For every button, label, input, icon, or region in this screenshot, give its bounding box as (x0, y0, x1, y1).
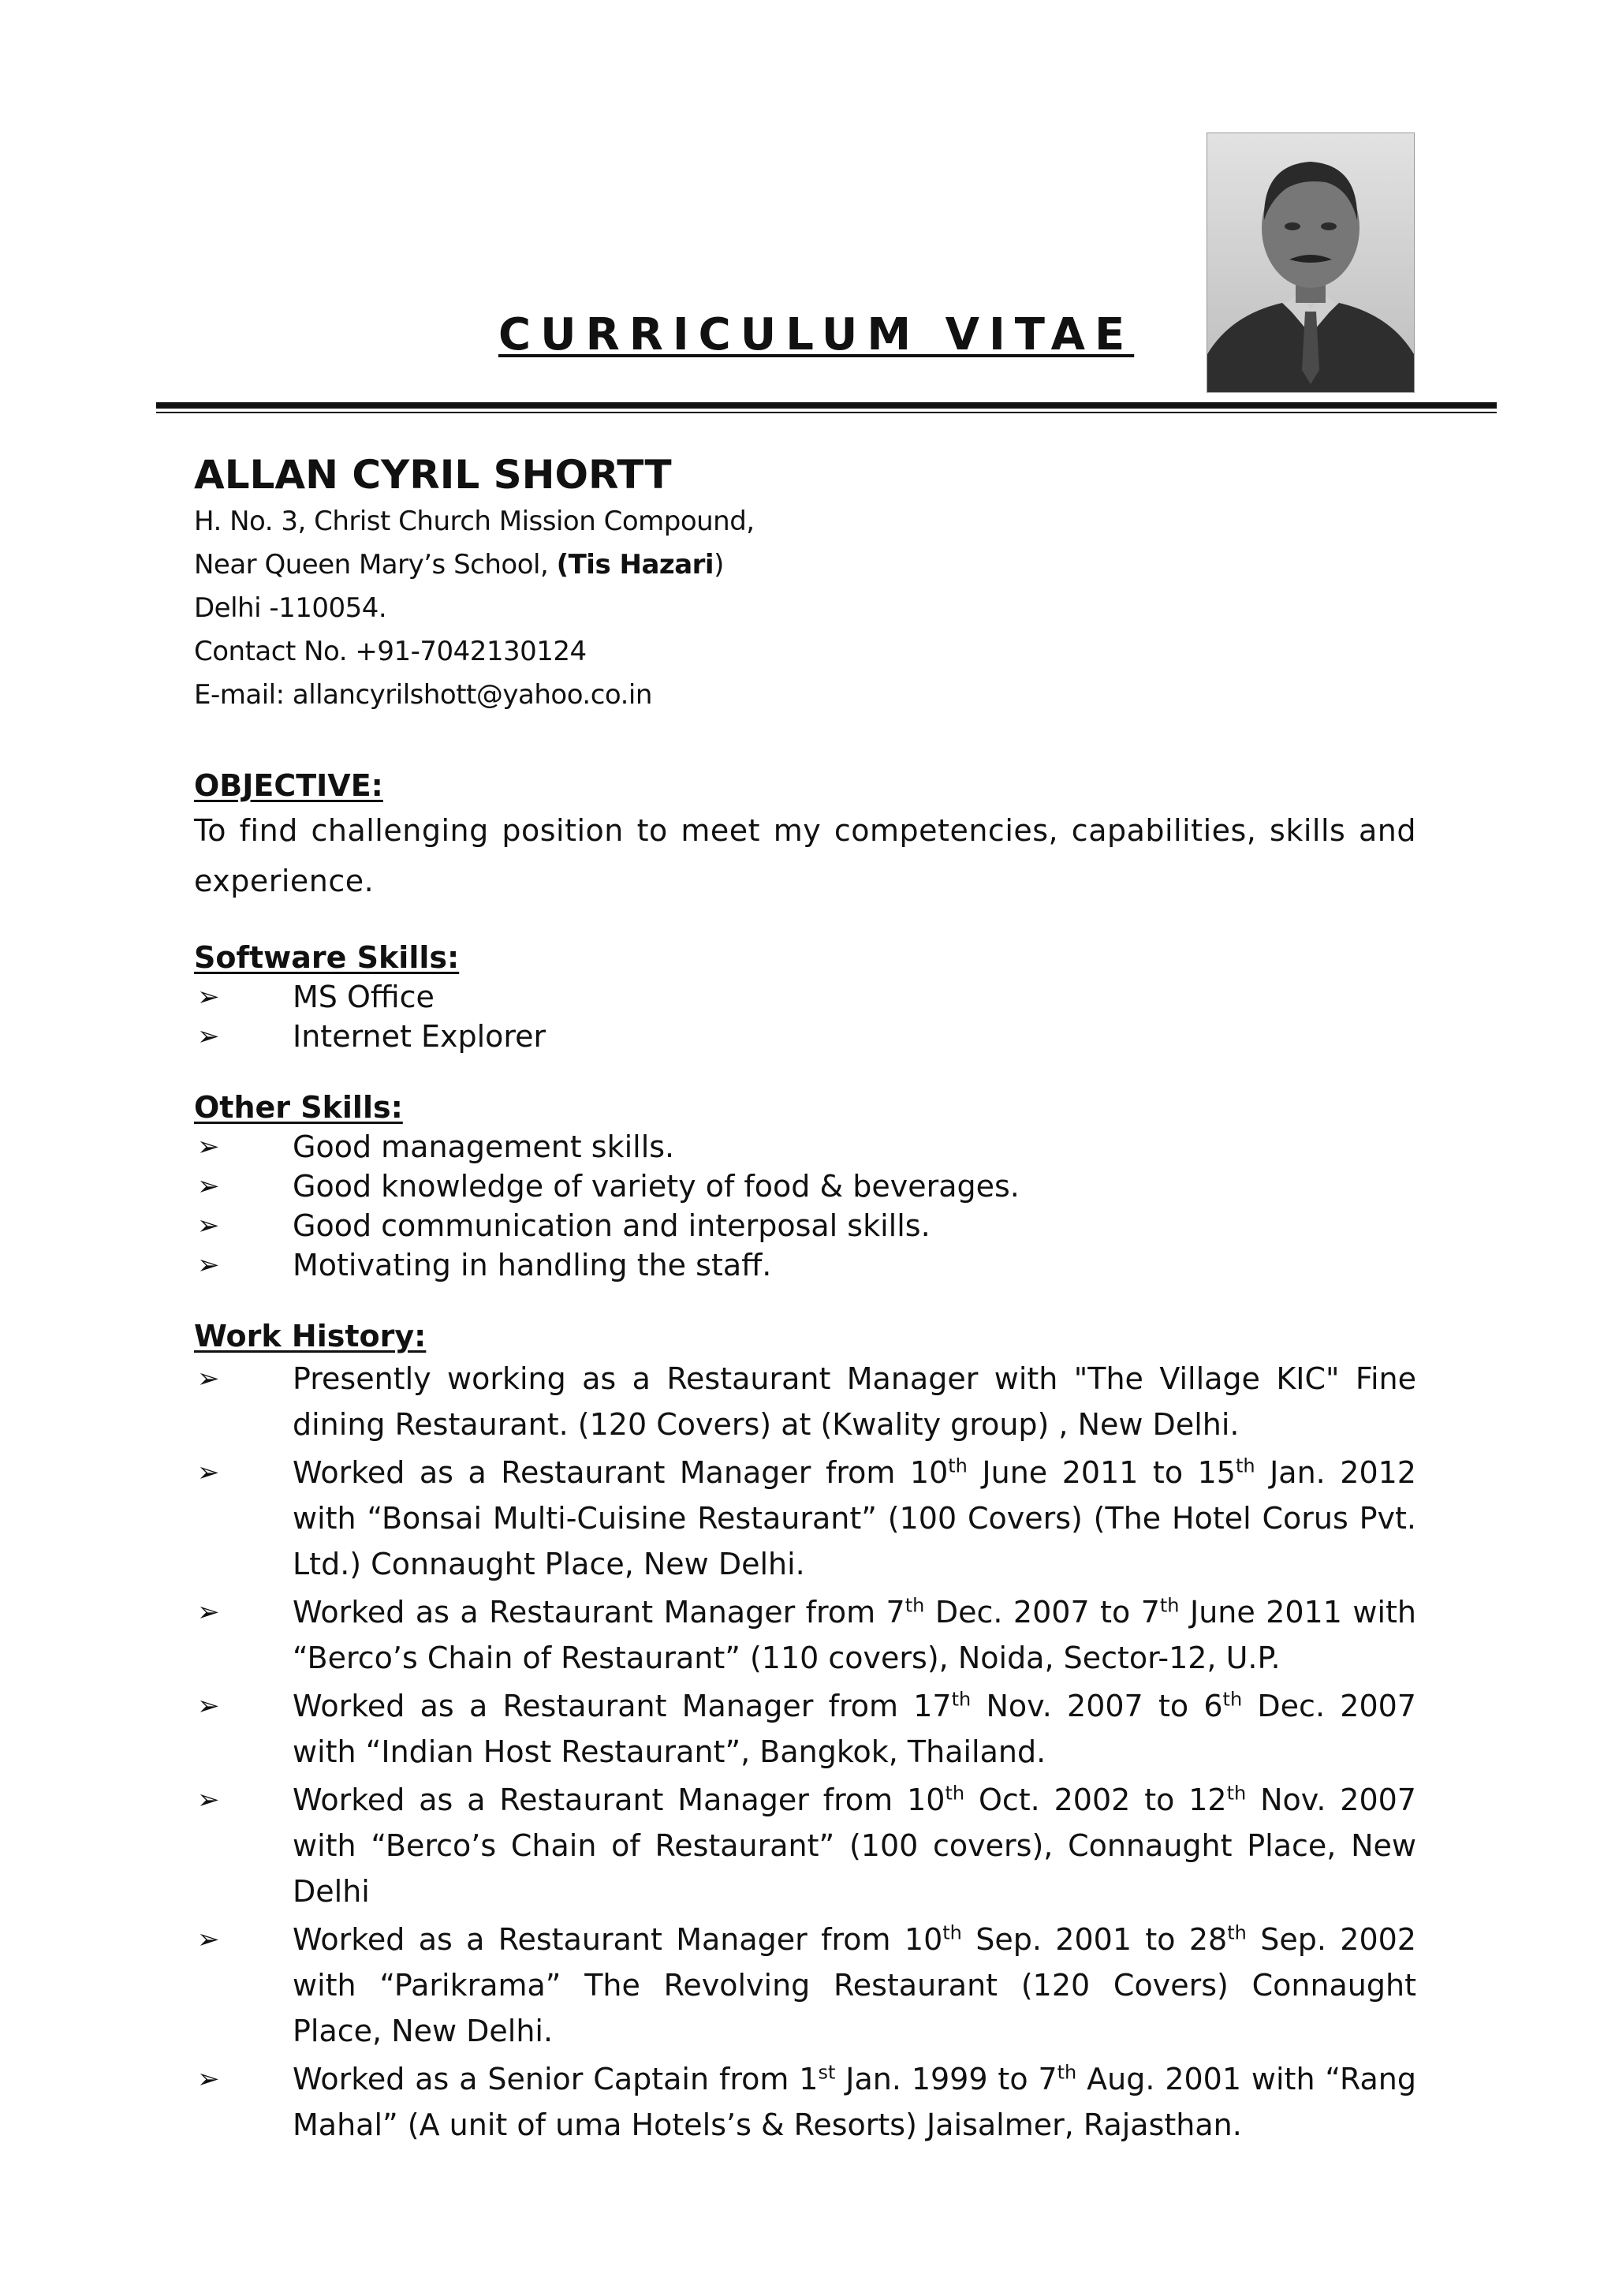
header-rule-thick (156, 402, 1497, 409)
ordinal-suffix: th (1226, 1782, 1247, 1805)
arrowhead-bullet-icon: ➢ (197, 1363, 220, 1394)
spacer (194, 906, 1416, 938)
portrait-photo-icon (1207, 133, 1415, 393)
list-item-text: Internet Explorer (293, 1019, 546, 1054)
work-text: June 2011 to 15 (967, 1455, 1236, 1490)
other-skills-list (194, 1127, 1416, 1285)
arrowhead-bullet-icon: ➢ (197, 1690, 220, 1722)
work-text: Worked as a Senior Captain from 1 (293, 2062, 819, 2096)
header-rule-thin (156, 412, 1497, 413)
work-history-item (194, 1589, 1416, 1681)
list-item-text: Good communication and interposal skills. (293, 1208, 931, 1243)
arrowhead-bullet-icon: ➢ (197, 1131, 220, 1163)
work-history-item (194, 2056, 1416, 2148)
work-text: Worked as a Restaurant Manager from 17 (293, 1689, 952, 1723)
arrowhead-bullet-icon: ➢ (197, 1596, 220, 1628)
spacer (194, 1056, 1416, 1088)
ordinal-suffix: th (1057, 2061, 1077, 2084)
list-item (194, 1245, 1416, 1285)
spacer (194, 1285, 1416, 1316)
cv-content (194, 450, 1416, 2150)
ordinal-suffix: th (945, 1782, 965, 1805)
address-locality: (Tis Hazari (556, 549, 714, 581)
address-line-2-prefix: Near Queen Mary’s School, (194, 549, 549, 581)
document-title: CURRICULUM VITAE (498, 309, 1135, 360)
work-history-item (194, 1917, 1416, 2054)
work-history-item (194, 1777, 1416, 1914)
work-text: Oct. 2002 to 12 (964, 1783, 1227, 1817)
address-line-1: H. No. 3, Christ Church Mission Compound, (194, 506, 755, 537)
ordinal-suffix: th (948, 1454, 968, 1477)
work-history-list (194, 1356, 1416, 2148)
list-item (194, 1206, 1416, 1245)
ordinal-suffix: th (1227, 1921, 1247, 1944)
candidate-name: ALLAN CYRIL SHORTT (194, 452, 672, 498)
software-skills-list (194, 977, 1416, 1056)
work-text: Jan. 2012 with “Bonsai Multi-Cuisine Restaurant” (100 Covers) (The Hotel Corus Pvt. Ltd.) Connaught Place, New Delhi. (293, 1455, 1416, 1581)
arrowhead-bullet-icon: ➢ (197, 1021, 220, 1052)
list-item (194, 1017, 1416, 1056)
arrowhead-bullet-icon: ➢ (197, 981, 220, 1013)
arrowhead-bullet-icon: ➢ (197, 2063, 220, 2095)
software-skills-heading: Software Skills: (194, 940, 460, 975)
work-text: June 2011 with “Berco’s Chain of Restaurant” (110 covers), Noida, Sector-12, U.P. (293, 1595, 1416, 1675)
other-skills-heading: Other Skills: (194, 1090, 403, 1125)
arrowhead-bullet-icon: ➢ (197, 1249, 220, 1281)
work-text: Dec. 2007 with “Indian Host Restaurant”, Bangkok, Thailand. (293, 1689, 1416, 1769)
work-text: Nov. 2007 with “Berco’s Chain of Restaurant” (100 covers), Connaught Place, New Delhi (293, 1783, 1416, 1909)
work-text: Worked as a Restaurant Manager from 10 (293, 1922, 943, 1957)
work-text: Worked as a Restaurant Manager from 10 (293, 1455, 949, 1490)
work-history-item (194, 1683, 1416, 1775)
work-text: Jan. 1999 to 7 (835, 2062, 1057, 2096)
arrowhead-bullet-icon: ➢ (197, 1924, 220, 1955)
list-item-text: Motivating in handling the staff. (293, 1248, 772, 1282)
work-text: Dec. 2007 to 7 (924, 1595, 1160, 1630)
work-history-item (194, 1450, 1416, 1587)
address-line-2-suffix: ) (714, 549, 724, 581)
work-text: Aug. 2001 with “Rang Mahal” (A unit of uma Hotels’s & Resorts) Jaisalmer, Rajasthan. (293, 2062, 1417, 2142)
work-text: Sep. 2002 with “Parikrama” The Revolving Restaurant (120 Covers) Connaught Place, New Delhi. (293, 1922, 1416, 2048)
ordinal-suffix: st (818, 2061, 836, 2084)
arrowhead-bullet-icon: ➢ (197, 1784, 220, 1816)
address-block (194, 500, 1416, 717)
list-item (194, 977, 1416, 1017)
work-text: Worked as a Restaurant Manager from 7 (293, 1595, 905, 1630)
arrowhead-bullet-icon: ➢ (197, 1457, 220, 1488)
objective-heading: OBJECTIVE: (194, 768, 383, 803)
ordinal-suffix: th (1159, 1594, 1180, 1617)
spacer (194, 717, 1416, 766)
work-history-heading: Work History: (194, 1319, 427, 1353)
ordinal-suffix: th (1235, 1454, 1255, 1477)
arrowhead-bullet-icon: ➢ (197, 1210, 220, 1241)
contact-number: Contact No. +91-7042130124 (194, 636, 587, 667)
ordinal-suffix: th (1222, 1688, 1243, 1711)
ordinal-suffix: th (904, 1594, 925, 1617)
address-line-2 (194, 543, 1416, 587)
list-item-text: MS Office (293, 980, 435, 1014)
email-address: E-mail: allancyrilshott@yahoo.co.in (194, 679, 652, 711)
objective-text: To find challenging position to meet my competencies, capabilities, skills and experience. (194, 813, 1416, 898)
ordinal-suffix: th (942, 1921, 962, 1944)
list-item (194, 1167, 1416, 1206)
address-line-3: Delhi -110054. (194, 592, 387, 624)
list-item-text: Good knowledge of variety of food & beverages. (293, 1169, 1020, 1204)
ordinal-suffix: th (951, 1688, 972, 1711)
list-item-text: Good management skills. (293, 1129, 675, 1164)
arrowhead-bullet-icon: ➢ (197, 1170, 220, 1202)
work-text: Sep. 2001 to 28 (961, 1922, 1228, 1957)
work-history-item (194, 1356, 1416, 1447)
list-item (194, 1127, 1416, 1167)
work-text: Worked as a Restaurant Manager from 10 (293, 1783, 946, 1817)
work-text: Nov. 2007 to 6 (971, 1689, 1223, 1723)
work-history-text: Presently working as a Restaurant Manager with "The Village KIC" Fine dining Restaurant. (120 Covers) at (Kwality group) , New Delhi. (293, 1361, 1416, 1442)
